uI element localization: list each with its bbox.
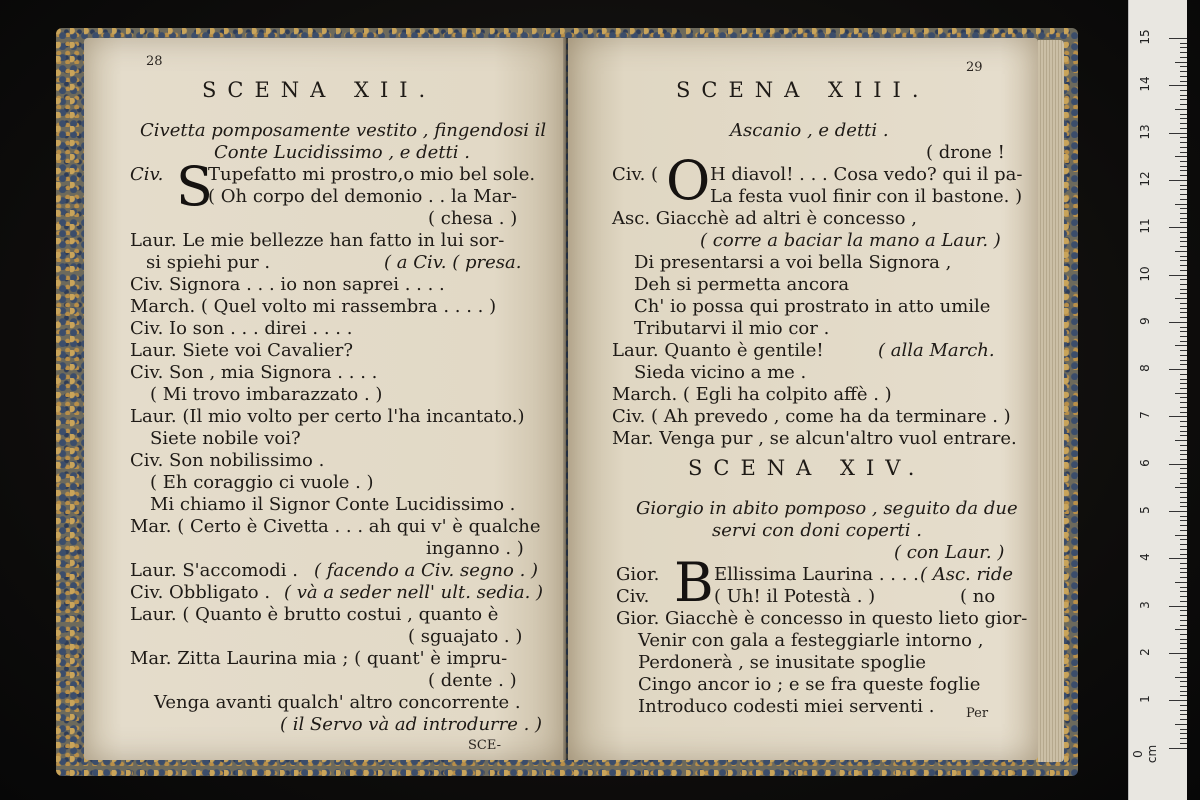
ruler-tick bbox=[1180, 170, 1187, 171]
ruler-tick bbox=[1180, 237, 1187, 238]
ruler-tick bbox=[1180, 256, 1187, 257]
ruler-tick bbox=[1180, 76, 1187, 77]
verse-line: ( chesa . ) bbox=[428, 208, 518, 229]
ruler-tick bbox=[1180, 412, 1187, 413]
verse-line: Civ. Son nobilissimo . bbox=[130, 450, 325, 471]
ruler-tick bbox=[1180, 450, 1187, 451]
ruler-tick bbox=[1180, 222, 1187, 223]
verse-line: Laur. S'accomodi . bbox=[130, 560, 298, 581]
ruler-tick bbox=[1180, 743, 1187, 744]
verse-line: ( drone ! bbox=[926, 142, 1005, 163]
ruler-tick bbox=[1180, 681, 1187, 682]
ruler-tick bbox=[1180, 601, 1187, 602]
stage-direction: Civetta pomposamente vestito , fingendosi il bbox=[140, 120, 547, 141]
ruler-tick bbox=[1180, 189, 1187, 190]
stage-direction: ( alla March. bbox=[878, 340, 995, 361]
ruler-tick bbox=[1180, 246, 1187, 247]
ruler-tick bbox=[1169, 133, 1187, 134]
ruler-tick bbox=[1180, 218, 1187, 219]
verse-line: Siete nobile voi? bbox=[150, 428, 301, 449]
ruler-tick bbox=[1180, 128, 1187, 129]
verse-line: inganno . ) bbox=[426, 538, 524, 559]
ruler-tick bbox=[1180, 293, 1187, 294]
ruler-tick bbox=[1180, 544, 1187, 545]
ruler-tick bbox=[1180, 199, 1187, 200]
ruler-tick bbox=[1175, 204, 1187, 205]
ruler-tick bbox=[1180, 672, 1187, 673]
ruler-tick bbox=[1175, 345, 1187, 346]
ruler-tick bbox=[1180, 66, 1187, 67]
ruler-tick bbox=[1180, 459, 1187, 460]
ruler-tick bbox=[1180, 147, 1187, 148]
verse-line: Perdonerà , se inusitate spoglie bbox=[638, 652, 927, 673]
ruler-tick bbox=[1180, 142, 1187, 143]
ruler-tick bbox=[1169, 700, 1187, 701]
ruler-tick bbox=[1180, 57, 1187, 58]
ruler-tick bbox=[1180, 279, 1187, 280]
verse-line: Cingo ancor io ; e se fra queste foglie bbox=[638, 674, 981, 695]
ruler-number: 14 bbox=[1138, 76, 1152, 92]
verse-line: Tributarvi il mio cor . bbox=[634, 318, 830, 339]
verse-line: Civ. Son , mia Signora . . . . bbox=[130, 362, 378, 383]
ruler-tick bbox=[1180, 729, 1187, 730]
ruler-tick bbox=[1180, 397, 1187, 398]
ruler-tick bbox=[1180, 270, 1187, 271]
stage-direction: ( facendo a Civ. segno . ) bbox=[314, 560, 539, 581]
ruler-tick bbox=[1180, 152, 1187, 153]
ruler-number: 6 bbox=[1138, 458, 1152, 467]
page-number: 29 bbox=[966, 60, 983, 75]
ruler-tick bbox=[1180, 421, 1187, 422]
ruler-tick bbox=[1180, 577, 1187, 578]
verse-line: Venir con gala a festeggiarle intorno , bbox=[638, 630, 984, 651]
ruler-tick bbox=[1169, 606, 1187, 607]
ruler-tick bbox=[1180, 47, 1187, 48]
ruler-tick bbox=[1180, 374, 1187, 375]
ruler-tick bbox=[1180, 478, 1187, 479]
ruler-tick bbox=[1180, 185, 1187, 186]
ruler-tick bbox=[1180, 312, 1187, 313]
ruler-tick bbox=[1180, 123, 1187, 124]
speaker-label: Gior. bbox=[616, 564, 660, 585]
stage-direction: Conte Lucidissimo , e detti . bbox=[214, 142, 470, 163]
ruler-tick bbox=[1169, 511, 1187, 512]
stage-direction: ( il Servo và ad introdurre . ) bbox=[280, 714, 543, 735]
ruler-tick bbox=[1180, 691, 1187, 692]
verse-line: ( Uh! il Potestà . ) bbox=[714, 586, 876, 607]
ruler-tick bbox=[1180, 695, 1187, 696]
ruler-tick bbox=[1180, 355, 1187, 356]
verse-line: ( Mi trovo imbarazzato . ) bbox=[150, 384, 383, 405]
ruler-tick bbox=[1180, 549, 1187, 550]
ruler-tick bbox=[1180, 648, 1187, 649]
ruler-number: 12 bbox=[1138, 171, 1152, 187]
ruler-number: 4 bbox=[1138, 553, 1152, 562]
ruler-tick bbox=[1175, 535, 1187, 536]
ruler-tick bbox=[1180, 213, 1187, 214]
verse-line: H diavol! . . . Cosa vedo? qui il pa- bbox=[710, 164, 1023, 185]
ruler-tick bbox=[1180, 95, 1187, 96]
verse-line: Ellissima Laurina . . . . bbox=[714, 564, 919, 585]
ruler-tick bbox=[1180, 445, 1187, 446]
ruler-tick bbox=[1180, 137, 1187, 138]
verse-line: Civ. Signora . . . io non saprei . . . . bbox=[130, 274, 445, 295]
ruler-tick bbox=[1180, 331, 1187, 332]
catchword: Per bbox=[966, 706, 989, 721]
ruler-tick bbox=[1180, 520, 1187, 521]
right-page bbox=[568, 38, 1038, 760]
ruler-number: 1 bbox=[1138, 695, 1152, 704]
drop-cap: O bbox=[666, 149, 711, 212]
ruler-tick bbox=[1175, 109, 1187, 110]
ruler-tick bbox=[1180, 563, 1187, 564]
verse-line: Laur. Siete voi Cavalier? bbox=[130, 340, 354, 361]
verse-line: Mar. ( Certo è Civetta . . . ah qui v' è qualche bbox=[130, 516, 541, 537]
ruler-tick bbox=[1175, 677, 1187, 678]
verse-line: March. ( Quel volto mi rassembra . . . . ) bbox=[130, 296, 497, 317]
verse-line: Mar. Venga pur , se alcun'altro vuol entrare. bbox=[612, 428, 1017, 449]
verse-line: ( sguajato . ) bbox=[408, 626, 523, 647]
ruler-number: 2 bbox=[1138, 648, 1152, 656]
verse-line: Civ. ( bbox=[612, 164, 659, 185]
ruler-tick bbox=[1180, 360, 1187, 361]
ruler-tick bbox=[1175, 393, 1187, 394]
scene-title: SCENA XIII. bbox=[676, 78, 930, 102]
ruler-tick bbox=[1180, 483, 1187, 484]
verse-line: Asc. Giacchè ad altri è concesso , bbox=[612, 208, 917, 229]
ruler-tick bbox=[1180, 379, 1187, 380]
ruler-tick bbox=[1175, 629, 1187, 630]
ruler-tick bbox=[1180, 719, 1187, 720]
verse-line: Ch' io possa qui prostrato in atto umile bbox=[634, 296, 991, 317]
verse-line: ( dente . ) bbox=[428, 670, 517, 691]
verse-line: March. ( Egli ha colpito affè . ) bbox=[612, 384, 892, 405]
ruler-tick bbox=[1180, 497, 1187, 498]
drop-cap: S bbox=[176, 155, 213, 218]
ruler-tick bbox=[1169, 748, 1187, 749]
ruler-tick bbox=[1180, 468, 1187, 469]
ruler-tick bbox=[1180, 350, 1187, 351]
ruler-tick bbox=[1169, 322, 1187, 323]
verse-line: Civ. ( Ah prevedo , come ha da terminare . ) bbox=[612, 406, 1011, 427]
ruler-tick bbox=[1180, 705, 1187, 706]
verse-line: Deh si permetta ancora bbox=[634, 274, 850, 295]
verse-line: Laur. Le mie bellezze han fatto in lui sor- bbox=[130, 230, 505, 251]
ruler-tick bbox=[1175, 298, 1187, 299]
ruler-tick bbox=[1180, 492, 1187, 493]
verse-line: Mar. Zitta Laurina mia ; ( quant' è impru- bbox=[130, 648, 508, 669]
verse-line: si spiehi pur . bbox=[146, 252, 271, 273]
left-page bbox=[84, 38, 566, 760]
ruler-tick bbox=[1180, 71, 1187, 72]
ruler-tick bbox=[1180, 667, 1187, 668]
verse-line: Civ. Obbligato . bbox=[130, 582, 271, 603]
ruler-tick bbox=[1175, 251, 1187, 252]
verse-line: Venga avanti qualch' altro concorrente . bbox=[154, 692, 521, 713]
verse-line: ( Oh corpo del demonio . . la Mar- bbox=[208, 186, 518, 207]
ruler-tick bbox=[1180, 710, 1187, 711]
drop-cap: B bbox=[674, 551, 714, 614]
ruler-tick bbox=[1180, 194, 1187, 195]
ruler-tick bbox=[1180, 568, 1187, 569]
ruler-tick bbox=[1180, 572, 1187, 573]
ruler-tick bbox=[1180, 407, 1187, 408]
verse-line: ( no bbox=[960, 586, 996, 607]
stage-direction: ( và a seder nell' ult. sedia. ) bbox=[284, 582, 544, 603]
verse-line: Mi chiamo il Signor Conte Lucidissimo . bbox=[150, 494, 516, 515]
ruler-tick bbox=[1180, 383, 1187, 384]
ruler-tick bbox=[1180, 662, 1187, 663]
ruler-number: 7 bbox=[1138, 411, 1152, 420]
ruler-tick bbox=[1180, 308, 1187, 309]
ruler-tick bbox=[1180, 265, 1187, 266]
verse-line: Di presentarsi a voi bella Signora , bbox=[634, 252, 952, 273]
scene-title: SCENA XII. bbox=[202, 78, 437, 102]
verse-line: Laur. Quanto è gentile! bbox=[612, 340, 824, 361]
ruler-number: 15 bbox=[1138, 29, 1152, 45]
ruler-number: 3 bbox=[1138, 600, 1152, 609]
ruler-tick bbox=[1180, 620, 1187, 621]
ruler-tick bbox=[1180, 502, 1187, 503]
ruler-tick bbox=[1169, 558, 1187, 559]
verse-line: Laur. (Il mio volto per certo l'ha incantato.) bbox=[130, 406, 525, 427]
stage-direction: ( Asc. ride bbox=[920, 564, 1014, 585]
ruler-tick bbox=[1180, 554, 1187, 555]
ruler-tick bbox=[1180, 99, 1187, 100]
ruler-tick bbox=[1180, 596, 1187, 597]
ruler-number: 5 bbox=[1138, 506, 1152, 514]
ruler-tick bbox=[1180, 104, 1187, 105]
ruler-tick bbox=[1180, 714, 1187, 715]
ruler-number: 10 bbox=[1138, 265, 1152, 282]
ruler-tick bbox=[1169, 464, 1187, 465]
ruler-tick bbox=[1180, 686, 1187, 687]
ruler-tick bbox=[1180, 90, 1187, 91]
ruler-tick bbox=[1180, 525, 1187, 526]
ruler-tick bbox=[1169, 275, 1187, 276]
ruler-tick bbox=[1175, 156, 1187, 157]
ruler-tick bbox=[1180, 733, 1187, 734]
stage-direction: Giorgio in abito pomposo , seguito da due bbox=[636, 498, 1018, 519]
verse-line: Laur. ( Quanto è brutto costui , quanto è bbox=[130, 604, 499, 625]
ruler-tick bbox=[1175, 582, 1187, 583]
ruler-tick bbox=[1180, 52, 1187, 53]
verse-line: La festa vuol finir con il bastone. ) bbox=[710, 186, 1023, 207]
ruler-tick bbox=[1175, 724, 1187, 725]
scene-title: SCENA XIV. bbox=[688, 456, 926, 480]
ruler-tick bbox=[1180, 161, 1187, 162]
stage-direction: ( corre a baciar la mano a Laur. ) bbox=[700, 230, 1001, 251]
ruler-tick bbox=[1180, 506, 1187, 507]
ruler-tick bbox=[1180, 426, 1187, 427]
ruler-tick bbox=[1175, 440, 1187, 441]
ruler-tick bbox=[1175, 62, 1187, 63]
catchword: SCE- bbox=[468, 738, 501, 753]
ruler-tick bbox=[1180, 625, 1187, 626]
ruler-number: 11 bbox=[1138, 218, 1152, 234]
ruler-tick bbox=[1180, 610, 1187, 611]
ruler-tick bbox=[1180, 43, 1187, 44]
ruler-tick bbox=[1180, 364, 1187, 365]
ruler-tick bbox=[1180, 317, 1187, 318]
ruler-tick bbox=[1180, 166, 1187, 167]
ruler-tick bbox=[1180, 336, 1187, 337]
ruler-tick bbox=[1180, 241, 1187, 242]
ruler-tick bbox=[1180, 341, 1187, 342]
stage-direction: ( con Laur. ) bbox=[894, 542, 1005, 563]
ruler-number: 8 bbox=[1138, 364, 1152, 372]
ruler-tick bbox=[1180, 327, 1187, 328]
ruler-tick bbox=[1180, 388, 1187, 389]
ruler-tick bbox=[1175, 487, 1187, 488]
ruler-tick bbox=[1180, 402, 1187, 403]
ruler-tick bbox=[1180, 516, 1187, 517]
page-edges bbox=[1038, 40, 1064, 762]
ruler-tick bbox=[1180, 634, 1187, 635]
ruler-tick bbox=[1180, 435, 1187, 436]
ruler-tick bbox=[1180, 639, 1187, 640]
verse-line: Tupefatto mi prostro,o mio bel sole. bbox=[208, 164, 536, 185]
ruler-tick bbox=[1180, 530, 1187, 531]
stage-direction: servi con doni coperti . bbox=[712, 520, 922, 541]
ruler-tick bbox=[1169, 416, 1187, 417]
speaker-label: Civ. bbox=[130, 164, 164, 185]
ruler-tick bbox=[1180, 303, 1187, 304]
ruler-tick bbox=[1169, 369, 1187, 370]
ruler-tick bbox=[1180, 232, 1187, 233]
ruler-tick bbox=[1169, 85, 1187, 86]
ruler-tick bbox=[1169, 180, 1187, 181]
ruler-tick bbox=[1180, 615, 1187, 616]
ruler-tick bbox=[1180, 118, 1187, 119]
stage-direction: Ascanio , e detti . bbox=[730, 120, 889, 141]
ruler-tick bbox=[1180, 454, 1187, 455]
ruler-tick bbox=[1180, 738, 1187, 739]
ruler-tick bbox=[1169, 227, 1187, 228]
verse-line: Civ. Io son . . . direi . . . . bbox=[130, 318, 353, 339]
ruler-tick bbox=[1180, 658, 1187, 659]
ruler-tick bbox=[1180, 284, 1187, 285]
ruler-tick bbox=[1180, 591, 1187, 592]
ruler-tick bbox=[1180, 208, 1187, 209]
ruler-tick bbox=[1169, 38, 1187, 39]
page-number: 28 bbox=[146, 54, 163, 69]
ruler-tick bbox=[1180, 289, 1187, 290]
ruler-tick bbox=[1180, 539, 1187, 540]
measuring-ruler bbox=[1128, 0, 1187, 800]
ruler-tick bbox=[1180, 114, 1187, 115]
verse-line: ( Eh coraggio ci vuole . ) bbox=[150, 472, 374, 493]
speaker-label: Civ. bbox=[616, 586, 650, 607]
ruler-tick bbox=[1180, 643, 1187, 644]
ruler-tick bbox=[1180, 81, 1187, 82]
ruler-tick bbox=[1180, 587, 1187, 588]
verse-line: Introduco codesti miei serventi . bbox=[638, 696, 935, 717]
ruler-number: 0 cm bbox=[1131, 744, 1159, 763]
ruler-number: 13 bbox=[1138, 123, 1152, 140]
ruler-tick bbox=[1180, 473, 1187, 474]
ruler-tick bbox=[1180, 260, 1187, 261]
ruler-tick bbox=[1169, 653, 1187, 654]
ruler-number: 9 bbox=[1138, 316, 1152, 325]
ruler-tick bbox=[1180, 175, 1187, 176]
verse-line: Gior. Giacchè è concesso in questo lieto gior- bbox=[616, 608, 1028, 629]
stage-direction: ( a Civ. ( presa. bbox=[384, 252, 522, 273]
ruler-tick bbox=[1180, 431, 1187, 432]
verse-line: Sieda vicino a me . bbox=[634, 362, 807, 383]
